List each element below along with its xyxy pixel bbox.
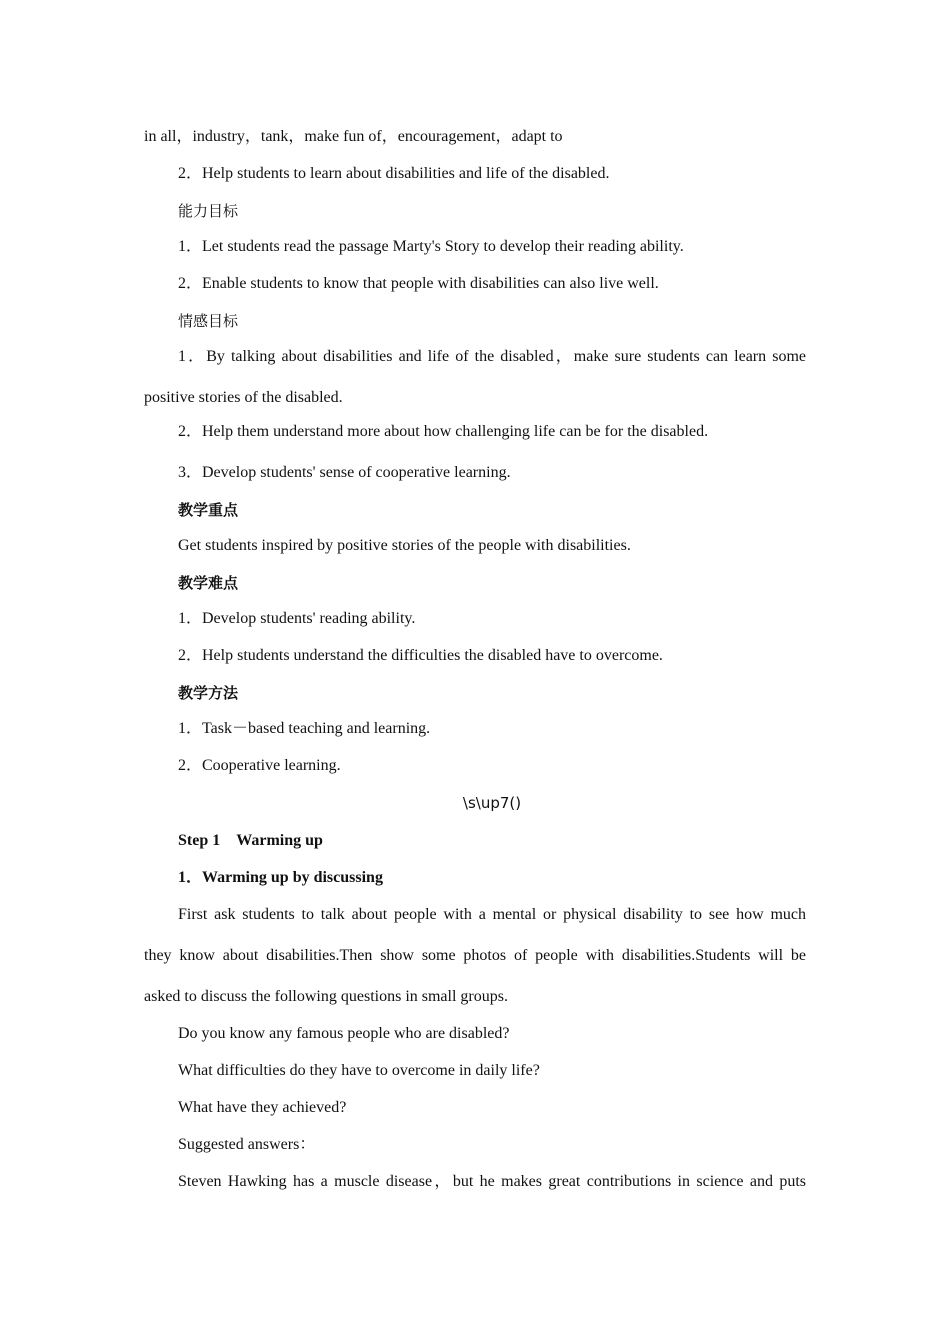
emotional-goal-1-continued: positive stories of the disabled. xyxy=(144,389,343,406)
warming-up-subheading: 1．Warming up by discussing xyxy=(178,869,383,886)
heading-teaching-focus: 教学重点 xyxy=(178,501,239,519)
heading-teaching-methods: 教学方法 xyxy=(178,684,239,702)
suggested-answer-line-1: Steven Hawking has a muscle disease，but he makes great contributions in science and puts xyxy=(178,1173,806,1190)
step-1-heading: Step 1 Warming up xyxy=(178,832,323,849)
warming-up-paragraph-line-3: asked to discuss the following questions in small groups. xyxy=(144,988,508,1005)
emotional-goal-2: 2．Help them understand more about how challenging life can be for the disabled. xyxy=(178,423,709,440)
question-1: Do you know any famous people who are disabled? xyxy=(178,1025,510,1042)
warming-up-paragraph-line-1: First ask students to talk about people with a mental or physical disability to see how much xyxy=(178,906,806,923)
heading-emotional-goals: 情感目标 xyxy=(178,312,239,330)
method-1: 1．Task－based teaching and learning. xyxy=(178,720,431,737)
heading-ability-goals: 能力目标 xyxy=(178,202,239,220)
difficulty-2: 2．Help students understand the difficulties the disabled have to overcome. xyxy=(178,647,663,664)
field-code: \s\up7() xyxy=(462,794,522,812)
ability-goal-2: 2．Enable students to know that people with disabilities can also live well. xyxy=(178,275,659,292)
difficulty-1: 1．Develop students' reading ability. xyxy=(178,610,416,627)
vocabulary-line: in all，industry，tank，make fun of，encouragement，adapt to xyxy=(144,128,563,145)
emotional-goal-3: 3．Develop students' sense of cooperative learning. xyxy=(178,464,511,481)
emotional-goal-1: 1．By talking about disabilities and life of the disabled，make sure students can learn some xyxy=(178,348,806,365)
warming-up-paragraph-line-2: they know about disabilities.Then show some photos of people with disabilities.Students will be xyxy=(144,947,806,964)
method-2: 2．Cooperative learning. xyxy=(178,757,341,774)
question-3: What have they achieved? xyxy=(178,1099,347,1116)
ability-goal-1: 1．Let students read the passage Marty's Story to develop their reading ability. xyxy=(178,238,684,255)
heading-teaching-difficulties: 教学难点 xyxy=(178,574,239,592)
teaching-focus-text: Get students inspired by positive stories of the people with disabilities. xyxy=(178,537,631,554)
suggested-answers-label: Suggested answers： xyxy=(178,1136,316,1153)
knowledge-goal-2: 2．Help students to learn about disabilities and life of the disabled. xyxy=(178,165,610,182)
question-2: What difficulties do they have to overcome in daily life? xyxy=(178,1062,540,1079)
